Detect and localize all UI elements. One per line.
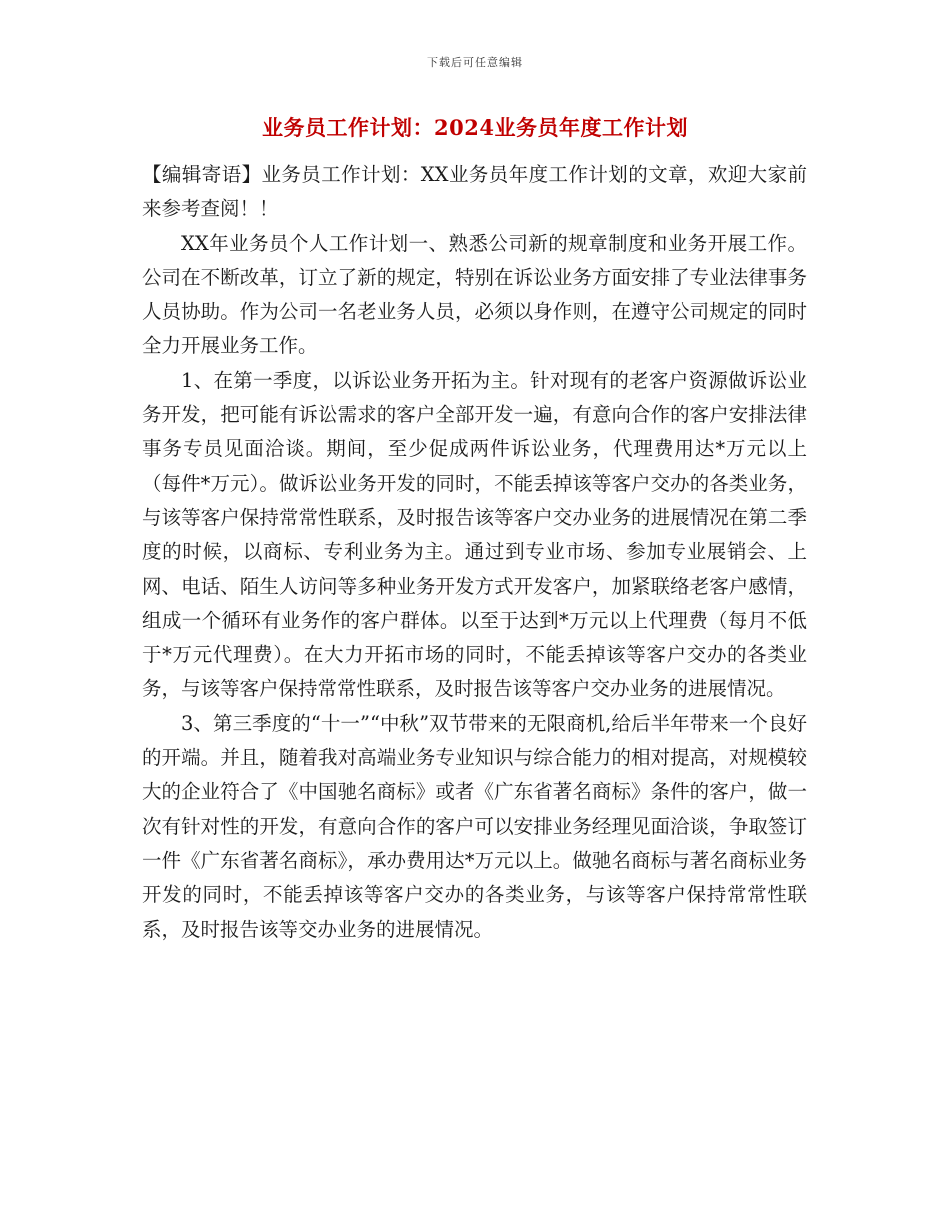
page-header: 下载后可任意编辑	[427, 56, 523, 69]
editor-note-paragraph: 【编辑寄语】业务员工作计划：XX业务员年度工作计划的文章，欢迎大家前来参考查阅！！	[142, 163, 807, 221]
document-body	[142, 158, 807, 947]
body-paragraph: 1、在第一季度，以诉讼业务开拓为主。针对现有的老客户资源做诉讼业务开发，把可能有诉讼需求的客户全部开发一遍，有意向合作的客户安排法律事务专员见面洽谈。期间，至少促成两件诉讼业务，代理费用达*万元以上（每件*万元）。做诉讼业务开发的同时，不能丢掉该等客户交办的各类业务，与该等客户保持常常性联系，及时报告该等客户交办业务的进展情况在第二季度的时候，以商标、专利业务为主。通过到专业市场、参加专业展销会、上网、电话、陌生人访问等多种业务开发方式开发客户，加紧联络老客户感情，组成一个循环有业务作的客户群体。以至于达到*万元以上代理费（每月不低于*万元代理费）。在大力开拓市场的同时，不能丢掉该等客户交办的各类业务，与该等客户保持常常性联系，及时报告该等客户交办业务的进展情况。	[142, 368, 807, 701]
body-paragraph: 3、第三季度的“十一”“中秋”双节带来的无限商机,给后半年带来一个良好的开端。并且，随着我对高端业务专业知识与综合能力的相对提高，对规模较大的企业符合了《中国驰名商标》或者《广东省著名商标》条件的客户，做一次有针对性的开发，有意向合作的客户可以安排业务经理见面洽谈，争取签订一件《广东省著名商标》，承办费用达*万元以上。做驰名商标与著名商标业务开发的同时，不能丢掉该等客户交办的各类业务，与该等客户保持常常性联系，及时报告该等交办业务的进展情况。	[142, 711, 807, 941]
body-paragraph: XX年业务员个人工作计划一、熟悉公司新的规章制度和业务开展工作。公司在不断改革，订立了新的规定，特别在诉讼业务方面安排了专业法律事务人员协助。作为公司一名老业务人员，必须以身作则，在遵守公司规定的同时全力开展业务工作。	[142, 231, 807, 358]
document-title: 业务员工作计划：2024业务员年度工作计划	[262, 115, 688, 140]
